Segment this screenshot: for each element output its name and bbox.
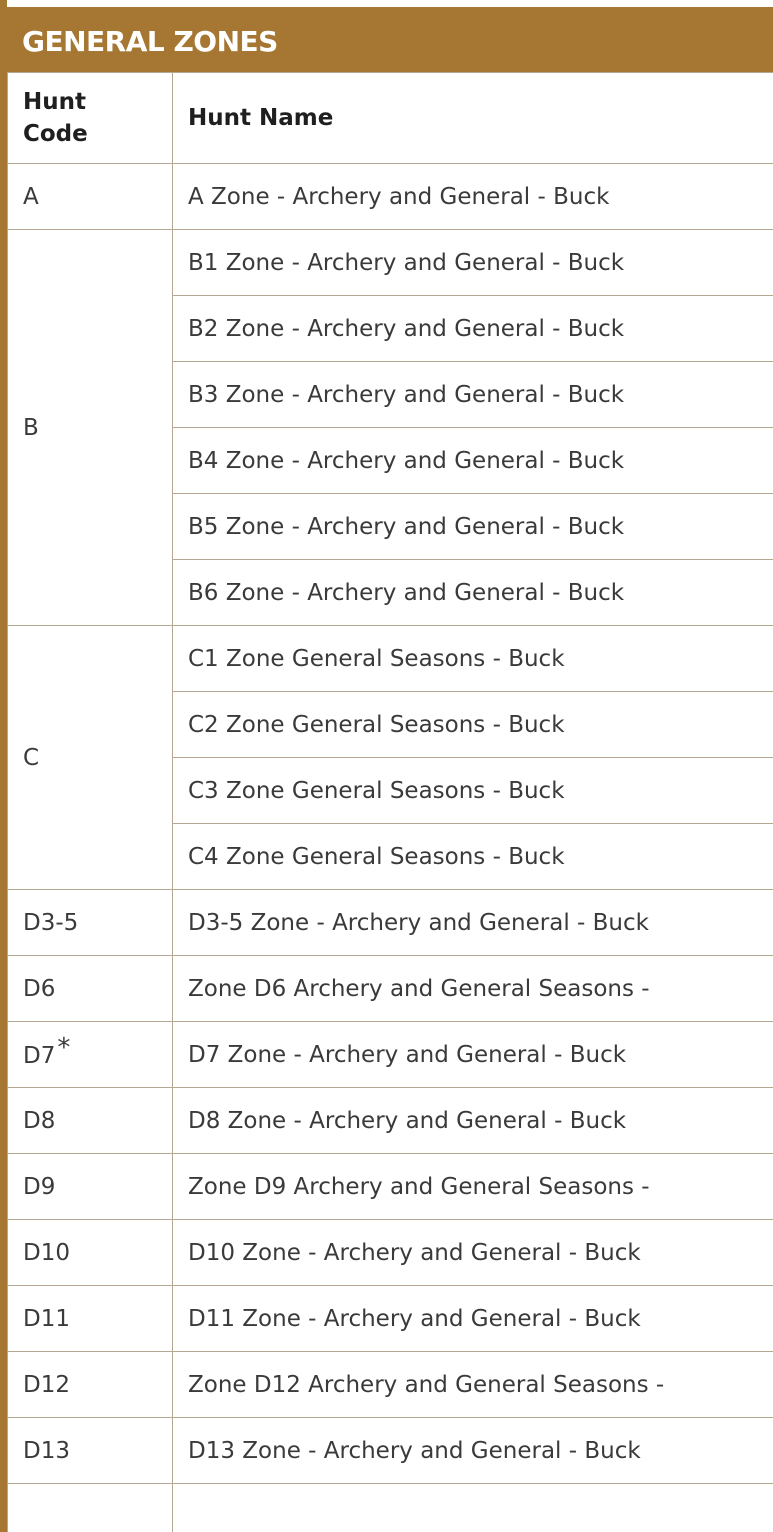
hunt-name: C3 Zone General Seasons - Buck [173, 758, 773, 824]
table-row [8, 1484, 773, 1532]
hunt-code: B [8, 230, 173, 626]
table-row [8, 1352, 773, 1418]
hunt-code: D7 [23, 1042, 56, 1069]
zones-table [7, 72, 773, 1532]
hunt-name: C4 Zone General Seasons - Buck [173, 824, 773, 890]
hunt-code: D8 [8, 1088, 173, 1154]
hunt-name: B6 Zone - Archery and General - Buck [173, 560, 773, 626]
empty-cell [8, 1484, 173, 1532]
hunt-code: D3-5 [8, 890, 173, 956]
table-row [8, 1286, 773, 1352]
table-row [8, 164, 773, 230]
table-row [8, 1154, 773, 1220]
hunt-name: B4 Zone - Archery and General - Buck [173, 428, 773, 494]
hunt-name: Zone D9 Archery and General Seasons - [173, 1154, 773, 1220]
table-row [8, 1220, 773, 1286]
table-row [8, 1418, 773, 1484]
table-row [8, 1088, 773, 1154]
hunt-name: C2 Zone General Seasons - Buck [173, 692, 773, 758]
hunt-code: A [8, 164, 173, 230]
hunt-name: Zone D12 Archery and General Seasons - [173, 1352, 773, 1418]
hunt-code: D9 [8, 1154, 173, 1220]
header-row [8, 73, 773, 164]
hunt-name: B2 Zone - Archery and General - Buck [173, 296, 773, 362]
hunt-name: D3-5 Zone - Archery and General - Buck [173, 890, 773, 956]
table-row [8, 1022, 773, 1088]
hunt-code: D12 [8, 1352, 173, 1418]
hunt-name: B1 Zone - Archery and General - Buck [173, 230, 773, 296]
hunt-code-cell [8, 1022, 173, 1088]
hunt-name: B3 Zone - Archery and General - Buck [173, 362, 773, 428]
table-row [8, 230, 773, 296]
hunt-code: C [8, 626, 173, 890]
accent-bar [0, 0, 7, 1532]
hunt-code: D10 [8, 1220, 173, 1286]
hunt-name: D13 Zone - Archery and General - Buck [173, 1418, 773, 1484]
table-row [8, 956, 773, 1022]
hunt-name: D8 Zone - Archery and General - Buck [173, 1088, 773, 1154]
empty-cell [173, 1484, 773, 1532]
hunt-name: A Zone - Archery and General - Buck [173, 164, 773, 230]
table-title: GENERAL ZONES [0, 7, 773, 72]
table-row [8, 890, 773, 956]
hunt-name: D10 Zone - Archery and General - Buck [173, 1220, 773, 1286]
hunt-name: D11 Zone - Archery and General - Buck [173, 1286, 773, 1352]
hunt-code: D6 [8, 956, 173, 1022]
table-row [8, 626, 773, 692]
column-header-hunt-code: Hunt Code [8, 73, 173, 164]
hunt-name: B5 Zone - Archery and General - Buck [173, 494, 773, 560]
hunt-name: D7 Zone - Archery and General - Buck [173, 1022, 773, 1088]
hunt-code: D13 [8, 1418, 173, 1484]
hunt-name: Zone D6 Archery and General Seasons - [173, 956, 773, 1022]
column-header-hunt-name: Hunt Name [173, 73, 773, 164]
hunt-code: D11 [8, 1286, 173, 1352]
hunt-name: C1 Zone General Seasons - Buck [173, 626, 773, 692]
footnote-marker: * [57, 1032, 71, 1063]
